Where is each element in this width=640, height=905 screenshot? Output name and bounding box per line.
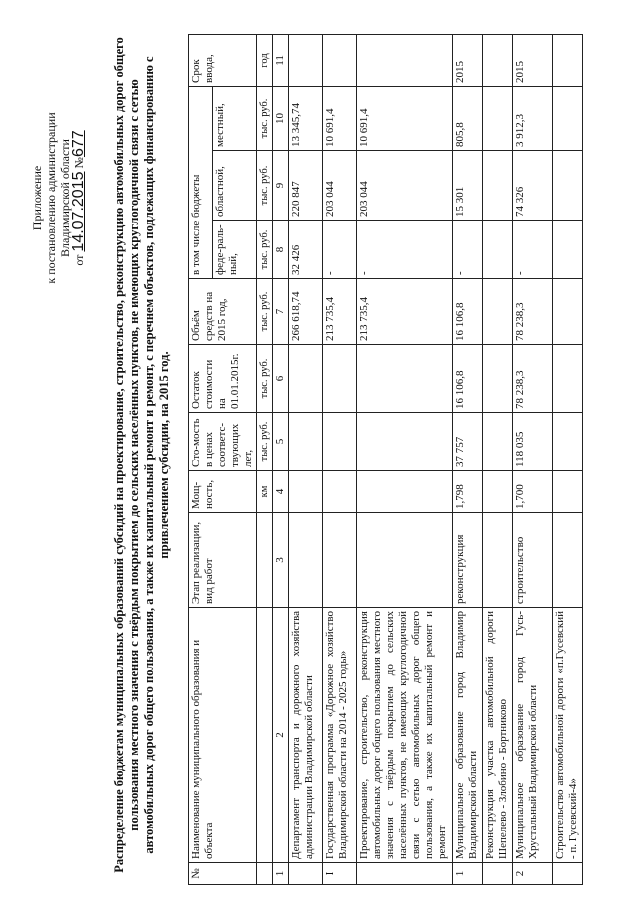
cell-reg: 74 326 <box>513 151 553 221</box>
cell-remainder <box>483 345 513 413</box>
table-body <box>189 34 583 884</box>
appendix-line2: к постановлению администрации <box>44 112 58 284</box>
header-loc: местный, <box>213 86 257 150</box>
cell-fed: - <box>323 221 357 279</box>
col-number: 11 <box>273 34 289 86</box>
cell-name: Муниципальное образование город Владимир Владимирской области <box>453 608 483 863</box>
cell-loc: 10 691,4 <box>323 86 357 150</box>
appendix-line3: Владимирской области <box>58 139 72 257</box>
cell-cost <box>289 413 323 471</box>
date-prefix: от <box>72 254 86 266</box>
col-number: 4 <box>273 471 289 513</box>
cell-cost <box>553 413 583 471</box>
cell-term: 2015 <box>513 34 553 86</box>
cell-capacity: 1,700 <box>513 471 553 513</box>
col-number: 5 <box>273 413 289 471</box>
cell-reg: 15 301 <box>453 151 483 221</box>
cell-capacity <box>289 471 323 513</box>
document-title: Распределение бюджетам муниципальных образований субсидий на проектирование, строительство, реконструкцию автомобильных дорог общего пользования местного значения с твёрдым покрытием до сельских населённых пунктов, не имеющих круглогодичной связи с сетью автомобильных дорог общего пользования, а также их капитальный ремонт и ремонт, с перечнем объектов, подлежащих финансированию с привлечением субсидии, на 2015 год. <box>112 37 171 873</box>
col-number: 6 <box>273 345 289 413</box>
decree-number: 677 <box>70 130 87 158</box>
appendix-line1: Приложение <box>30 165 44 231</box>
unit-year: год <box>257 34 273 86</box>
header-fed: феде-раль-ный, <box>213 221 257 279</box>
unit-reg: тыс. руб. <box>257 151 273 221</box>
units-row <box>257 34 273 884</box>
cell-num <box>553 863 583 885</box>
cell-reg: 203 044 <box>323 151 357 221</box>
cell-volume: 266 618,74 <box>289 279 323 345</box>
cell-term: 2015 <box>453 34 483 86</box>
unit-remainder: тыс. руб. <box>257 345 273 413</box>
cell-reg: 220 847 <box>289 151 323 221</box>
cell-remainder <box>553 345 583 413</box>
header-volume: Объём средств на 2015 год, <box>189 279 257 345</box>
cell-volume <box>553 279 583 345</box>
cell-reg <box>553 151 583 221</box>
cell-loc: 805,8 <box>453 86 483 150</box>
cell-cost: 118 035 <box>513 413 553 471</box>
appendix-block <box>30 33 86 363</box>
cell-name: Строительство автомобильной дороги «п.Гусевский - п. Гусевский-4» <box>553 608 583 863</box>
cell-num <box>357 863 453 885</box>
cell-remainder <box>289 345 323 413</box>
cell-capacity: 1,798 <box>453 471 483 513</box>
appendix-date-line <box>72 33 86 363</box>
cell-loc <box>483 86 513 150</box>
cell-loc: 13 345,74 <box>289 86 323 150</box>
cell-capacity <box>553 471 583 513</box>
table-row <box>323 34 357 884</box>
cell-term <box>289 34 323 86</box>
cell-name: Департамент транспорта и дорожного хозяйства администрации Владимирской области <box>289 608 323 863</box>
cell-name: Муниципальное образование город Гусь-Хрустальный Владимирской области <box>513 608 553 863</box>
cell-fed <box>483 221 513 279</box>
cell-term <box>323 34 357 86</box>
cell-num: 2 <box>513 863 553 885</box>
cell-term <box>357 34 453 86</box>
cell-loc: 3 912,3 <box>513 86 553 150</box>
header-capacity: Мощ-ность, <box>189 471 257 513</box>
unit-loc: тыс. руб. <box>257 86 273 150</box>
cell-term <box>553 34 583 86</box>
header-num: № <box>189 863 257 885</box>
cell-remainder: 78 238,3 <box>513 345 553 413</box>
cell-stage <box>357 513 453 608</box>
cell-num: 1 <box>453 863 483 885</box>
cell-cost <box>357 413 453 471</box>
cell-name: Реконструкция участка автомобильной дороги Шепелево - Злобино - Бортниково <box>483 608 513 863</box>
cell-fed <box>553 221 583 279</box>
header-cost: Сто-мость в ценах соответс-твующих лет, <box>189 413 257 471</box>
table-row <box>289 34 323 884</box>
table-row <box>513 34 553 884</box>
col-number: 7 <box>273 279 289 345</box>
cell-stage: строительство <box>513 513 553 608</box>
cell-remainder <box>357 345 453 413</box>
unit-volume: тыс. руб. <box>257 279 273 345</box>
cell-num: I <box>323 863 357 885</box>
cell-stage <box>483 513 513 608</box>
header-name: Наименование муниципального образования и объекта <box>189 608 257 863</box>
cell-stage: реконструкция <box>453 513 483 608</box>
cell-cost: 37 757 <box>453 413 483 471</box>
unit-fed: тыс. руб. <box>257 221 273 279</box>
cell-stage <box>553 513 583 608</box>
col-number: 10 <box>273 86 289 150</box>
cell-num <box>483 863 513 885</box>
header-remainder: Остаток стоимости на 01.01.2015г. <box>189 345 257 413</box>
decree-date: 14.07.2015 <box>70 171 87 252</box>
cell-volume: 213 735,4 <box>357 279 453 345</box>
number-prefix: № <box>72 157 86 169</box>
col-number: 8 <box>273 221 289 279</box>
col-number: 9 <box>273 151 289 221</box>
header-incl: в том числе бюджеты <box>189 86 213 278</box>
cell-reg: 203 044 <box>357 151 453 221</box>
cell-fed: - <box>357 221 453 279</box>
cell-volume: 78 238,3 <box>513 279 553 345</box>
header-row <box>189 34 213 884</box>
cell-fed: - <box>453 221 483 279</box>
cell-reg <box>483 151 513 221</box>
cell-stage <box>323 513 357 608</box>
cell-remainder: 16 106,8 <box>453 345 483 413</box>
cell-name: Проектирование, строительство, реконструкция автомобильных дорог общего пользования местного значения с твёрдым покрытием до сельских населённых пунктов, не имеющих круглогодичной связи с сетью автомобильных дорог общего пользования, а также их капитальный ремонт и ремонт <box>357 608 453 863</box>
cell-capacity <box>323 471 357 513</box>
document-sheet <box>20 25 620 885</box>
header-term: Срок ввода, <box>189 34 257 86</box>
column-numbers-row <box>273 34 289 884</box>
col-number: 2 <box>273 608 289 863</box>
cell-loc: 10 691,4 <box>357 86 453 150</box>
subsidy-table <box>188 34 583 885</box>
unit-km: км <box>257 471 273 513</box>
cell-volume: 16 106,8 <box>453 279 483 345</box>
cell-fed: - <box>513 221 553 279</box>
cell-capacity <box>483 471 513 513</box>
cell-cost <box>323 413 357 471</box>
table-row <box>483 34 513 884</box>
cell-cost <box>483 413 513 471</box>
table-row <box>357 34 453 884</box>
cell-fed: 32 426 <box>289 221 323 279</box>
cell-capacity <box>357 471 453 513</box>
cell-loc <box>553 86 583 150</box>
table-row <box>453 34 483 884</box>
cell-volume <box>483 279 513 345</box>
cell-term <box>483 34 513 86</box>
header-stage: Этап реализации, вид работ <box>189 513 257 608</box>
col-number: 1 <box>273 863 289 885</box>
cell-volume: 213 735,4 <box>323 279 357 345</box>
header-reg: областной, <box>213 151 257 221</box>
cell-remainder <box>323 345 357 413</box>
col-number: 3 <box>273 513 289 608</box>
cell-name: Государственная программа «Дорожное хозяйство Владимирской области на 2014 - 2025 годы» <box>323 608 357 863</box>
cell-stage <box>289 513 323 608</box>
table-row <box>553 34 583 884</box>
unit-cost: тыс. руб. <box>257 413 273 471</box>
cell-num <box>289 863 323 885</box>
